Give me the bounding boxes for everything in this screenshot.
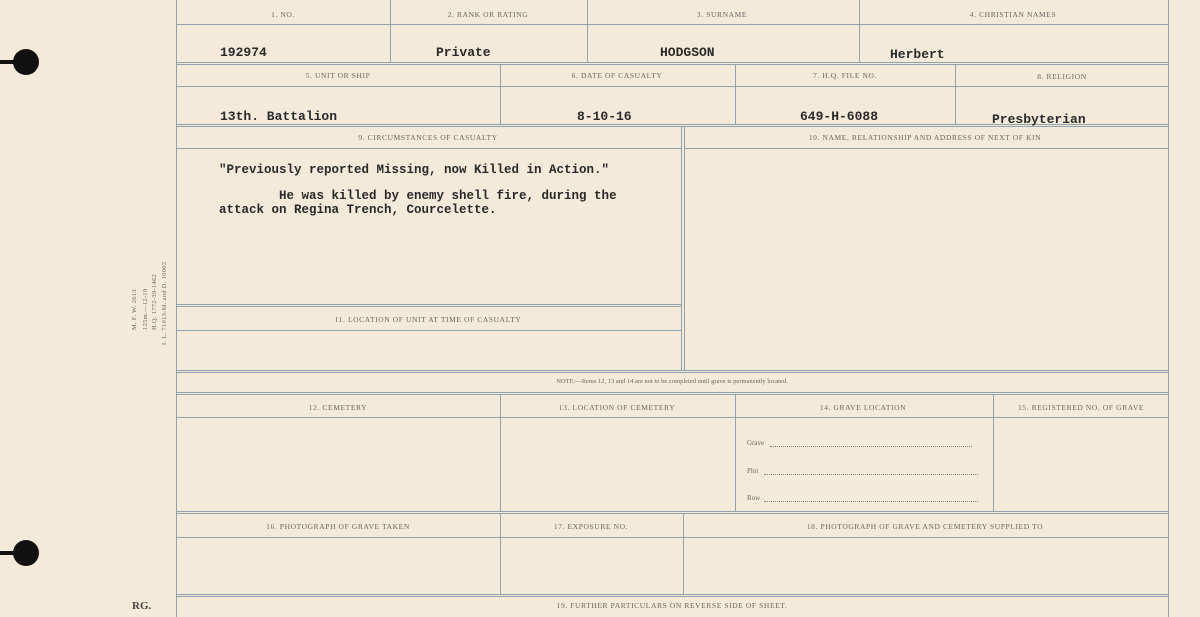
value-no: 192974 [220,45,267,60]
label-christian-names: 4. CHRISTIAN NAMES [969,10,1057,19]
value-hq-file: 649-H-6088 [800,109,879,124]
form-left-border [176,0,177,617]
form-right-border [1168,0,1169,617]
label-unit: 5. UNIT OR SHIP [305,71,371,80]
label-circumstances: 9. CIRCUMSTANCES OF CASUALTY [358,133,498,142]
punch-hole-bottom [13,540,39,566]
completion-note: NOTE:—Items 12, 13 and 14 are not to be completed until grave is permanently located. [556,378,788,385]
punch-hole-top [13,49,39,75]
label-photo-taken: 16. PHOTOGRAPH OF GRAVE TAKEN [266,522,410,531]
label-next-of-kin: 10. NAME, RELATIONSHIP AND ADDRESS OF NEXT OF KIN [808,133,1042,142]
row-line [764,501,978,502]
value-date: 8-10-16 [577,109,632,124]
label-grave-location: 14. GRAVE LOCATION [819,403,907,412]
label-religion: 8. RELIGION [1037,72,1087,81]
value-christian-names: Herbert [890,47,945,62]
circumstances-line-3: attack on Regina Trench, Courcelette. [219,203,497,217]
label-hq-file: 7. H.Q. FILE NO. [813,71,877,80]
row-label: Row [747,494,761,502]
side-print-line1: M. F. W. 2613 [131,289,138,330]
label-location-cemetery: 13. LOCATION OF CEMETERY [558,403,676,412]
corner-mark: RG. [132,600,152,612]
label-photo-supplied: 18. PHOTOGRAPH OF GRAVE AND CEMETERY SUPPLIED TO [806,522,1044,531]
side-print-line2: 125m.—12-19 [142,288,149,330]
circumstances-line-2: He was killed by enemy shell fire, during the [219,189,617,203]
label-location-unit: 11. LOCATION OF UNIT AT TIME OF CASUALTY [334,315,522,324]
plot-label: Plot [747,467,759,475]
label-date: 6. DATE OF CASUALTY [571,71,663,80]
label-rank: 2. RANK OR RATING [447,10,529,19]
plot-line [764,474,978,475]
value-rank: Private [436,45,491,60]
side-print-line4: I. L. 71013-M. and D. 10002 [161,261,168,345]
label-surname: 3. SURNAME [696,10,748,19]
grave-line [770,446,972,447]
label-exposure: 17. EXPOSURE NO. [553,522,629,531]
value-surname: HODGSON [660,45,715,60]
circumstances-line-1: "Previously reported Missing, now Killed in Action." [219,163,610,177]
grave-label: Grave [747,439,765,447]
label-registered-no: 15. REGISTERED NO. OF GRAVE [1017,403,1145,412]
label-no: 1. NO. [271,10,295,19]
value-religion: Presbyterian [992,112,1086,127]
side-print-line3: H.Q. 1772-39-1462 [151,273,158,330]
value-unit: 13th. Battalion [220,109,338,124]
label-further-particulars: 19. FURTHER PARTICULARS ON REVERSE SIDE OF SHEET. [556,601,788,610]
label-cemetery: 12. CEMETERY [308,403,368,412]
